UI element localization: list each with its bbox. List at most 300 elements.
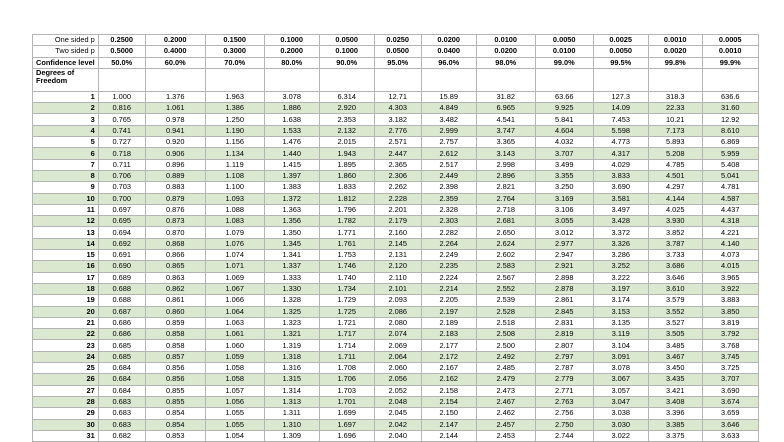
value-cell[interactable]: 2.718 <box>476 204 535 215</box>
df-cell[interactable]: 25 <box>33 363 99 374</box>
one-sided-p-cell[interactable]: 0.0100 <box>476 35 535 46</box>
value-cell[interactable]: 2.567 <box>476 272 535 283</box>
value-cell[interactable]: 3.690 <box>702 385 758 396</box>
value-cell[interactable]: 1.315 <box>264 374 319 385</box>
value-cell[interactable]: 2.160 <box>374 227 421 238</box>
value-cell[interactable]: 0.694 <box>98 227 145 238</box>
df-cell[interactable]: 12 <box>33 216 99 227</box>
df-cell[interactable]: 20 <box>33 306 99 317</box>
value-cell[interactable]: 2.162 <box>421 374 476 385</box>
value-cell[interactable]: 5.208 <box>648 148 702 159</box>
df-cell[interactable]: 31 <box>33 430 99 441</box>
df-cell[interactable]: 16 <box>33 261 99 272</box>
value-cell[interactable]: 1.067 <box>205 283 264 294</box>
df-cell[interactable]: 18 <box>33 283 99 294</box>
value-cell[interactable]: 5.893 <box>648 137 702 148</box>
one-sided-p-cell[interactable]: 0.0050 <box>535 35 593 46</box>
value-cell[interactable]: 1.058 <box>205 374 264 385</box>
value-cell[interactable]: 1.350 <box>264 227 319 238</box>
value-cell[interactable]: 2.069 <box>374 340 421 351</box>
value-cell[interactable]: 3.646 <box>702 419 758 430</box>
confidence-level-cell[interactable]: 95.0% <box>374 57 421 68</box>
value-cell[interactable]: 0.686 <box>98 317 145 328</box>
value-cell[interactable]: 1.318 <box>264 351 319 362</box>
value-cell[interactable]: 2.093 <box>374 295 421 306</box>
value-cell[interactable]: 2.353 <box>319 114 374 125</box>
value-cell[interactable]: 6.314 <box>319 91 374 102</box>
value-cell[interactable]: 2.264 <box>421 238 476 249</box>
empty-cell[interactable] <box>319 68 374 91</box>
value-cell[interactable]: 2.110 <box>374 272 421 283</box>
value-cell[interactable]: 1.313 <box>264 396 319 407</box>
value-cell[interactable]: 1.699 <box>319 408 374 419</box>
value-cell[interactable]: 1.771 <box>319 227 374 238</box>
value-cell[interactable]: 3.686 <box>648 261 702 272</box>
value-cell[interactable]: 3.286 <box>593 250 648 261</box>
value-cell[interactable]: 2.365 <box>374 159 421 170</box>
confidence-level-cell[interactable]: 99.8% <box>648 57 702 68</box>
value-cell[interactable]: 1.812 <box>319 193 374 204</box>
value-cell[interactable]: 1.054 <box>205 430 264 441</box>
value-cell[interactable]: 1.323 <box>264 317 319 328</box>
confidence-level-cell[interactable]: 99.9% <box>702 57 758 68</box>
value-cell[interactable]: 2.177 <box>421 340 476 351</box>
value-cell[interactable]: 14.09 <box>593 103 648 114</box>
value-cell[interactable]: 2.144 <box>421 430 476 441</box>
value-cell[interactable]: 0.683 <box>98 408 145 419</box>
value-cell[interactable]: 3.833 <box>593 170 648 181</box>
value-cell[interactable]: 0.684 <box>98 363 145 374</box>
value-cell[interactable]: 2.744 <box>535 430 593 441</box>
value-cell[interactable]: 4.297 <box>648 182 702 193</box>
empty-cell[interactable] <box>702 68 758 91</box>
value-cell[interactable]: 1.156 <box>205 137 264 148</box>
value-cell[interactable]: 4.604 <box>535 125 593 136</box>
value-cell[interactable]: 1.059 <box>205 351 264 362</box>
value-cell[interactable]: 3.768 <box>702 340 758 351</box>
value-cell[interactable]: 1.337 <box>264 261 319 272</box>
df-cell[interactable]: 13 <box>33 227 99 238</box>
value-cell[interactable]: 1.190 <box>205 125 264 136</box>
value-cell[interactable]: 6.965 <box>476 103 535 114</box>
value-cell[interactable]: 2.179 <box>374 216 421 227</box>
df-cell[interactable]: 5 <box>33 137 99 148</box>
value-cell[interactable]: 3.030 <box>593 419 648 430</box>
value-cell[interactable]: 2.473 <box>476 385 535 396</box>
value-cell[interactable]: 1.721 <box>319 317 374 328</box>
value-cell[interactable]: 1.345 <box>264 238 319 249</box>
value-cell[interactable]: 3.385 <box>648 419 702 430</box>
value-cell[interactable]: 2.771 <box>535 385 593 396</box>
df-cell[interactable]: 3 <box>33 114 99 125</box>
value-cell[interactable]: 3.169 <box>535 193 593 204</box>
value-cell[interactable]: 5.841 <box>535 114 593 125</box>
value-cell[interactable]: 3.690 <box>593 182 648 193</box>
value-cell[interactable]: 1.100 <box>205 182 264 193</box>
value-cell[interactable]: 3.850 <box>702 306 758 317</box>
value-cell[interactable]: 1.746 <box>319 261 374 272</box>
value-cell[interactable]: 1.119 <box>205 159 264 170</box>
value-cell[interactable]: 0.879 <box>145 193 205 204</box>
value-cell[interactable]: 1.761 <box>319 238 374 249</box>
two-sided-p-cell[interactable]: 0.3000 <box>205 46 264 57</box>
value-cell[interactable]: 0.858 <box>145 329 205 340</box>
value-cell[interactable]: 1.321 <box>264 329 319 340</box>
value-cell[interactable]: 1.076 <box>205 238 264 249</box>
value-cell[interactable]: 0.688 <box>98 295 145 306</box>
confidence-level-label[interactable]: Confidence level <box>33 57 99 68</box>
value-cell[interactable]: 0.711 <box>98 159 145 170</box>
value-cell[interactable]: 0.883 <box>145 182 205 193</box>
value-cell[interactable]: 0.854 <box>145 408 205 419</box>
value-cell[interactable]: 2.896 <box>476 170 535 181</box>
value-cell[interactable]: 1.476 <box>264 137 319 148</box>
value-cell[interactable]: 2.763 <box>535 396 593 407</box>
empty-cell[interactable] <box>535 68 593 91</box>
value-cell[interactable]: 2.492 <box>476 351 535 362</box>
df-cell[interactable]: 6 <box>33 148 99 159</box>
value-cell[interactable]: 0.687 <box>98 306 145 317</box>
value-cell[interactable]: 1.060 <box>205 340 264 351</box>
value-cell[interactable]: 0.683 <box>98 396 145 407</box>
value-cell[interactable]: 2.183 <box>421 329 476 340</box>
value-cell[interactable]: 3.467 <box>648 351 702 362</box>
df-cell[interactable]: 30 <box>33 419 99 430</box>
value-cell[interactable]: 2.467 <box>476 396 535 407</box>
one-sided-p-label[interactable]: One sided p <box>33 35 99 46</box>
value-cell[interactable]: 0.718 <box>98 148 145 159</box>
value-cell[interactable]: 3.408 <box>648 396 702 407</box>
value-cell[interactable]: 2.552 <box>476 283 535 294</box>
value-cell[interactable]: 4.073 <box>702 250 758 261</box>
value-cell[interactable]: 1.074 <box>205 250 264 261</box>
one-sided-p-cell[interactable]: 0.2500 <box>98 35 145 46</box>
empty-cell[interactable] <box>593 68 648 91</box>
value-cell[interactable]: 3.499 <box>535 159 593 170</box>
value-cell[interactable]: 4.140 <box>702 238 758 249</box>
value-cell[interactable]: 3.922 <box>702 283 758 294</box>
two-sided-p-cell[interactable]: 0.0400 <box>421 46 476 57</box>
value-cell[interactable]: 0.700 <box>98 193 145 204</box>
df-cell[interactable]: 1 <box>33 91 99 102</box>
value-cell[interactable]: 63.66 <box>535 91 593 102</box>
value-cell[interactable]: 0.855 <box>145 385 205 396</box>
value-cell[interactable]: 1.316 <box>264 363 319 374</box>
value-cell[interactable]: 9.925 <box>535 103 593 114</box>
value-cell[interactable]: 1.069 <box>205 272 264 283</box>
df-cell[interactable]: 4 <box>33 125 99 136</box>
value-cell[interactable]: 0.861 <box>145 295 205 306</box>
one-sided-p-cell[interactable]: 0.1000 <box>264 35 319 46</box>
value-cell[interactable]: 1.701 <box>319 396 374 407</box>
value-cell[interactable]: 4.029 <box>593 159 648 170</box>
value-cell[interactable]: 1.319 <box>264 340 319 351</box>
value-cell[interactable]: 3.326 <box>593 238 648 249</box>
value-cell[interactable]: 0.859 <box>145 317 205 328</box>
value-cell[interactable]: 2.074 <box>374 329 421 340</box>
value-cell[interactable]: 3.135 <box>593 317 648 328</box>
value-cell[interactable]: 0.683 <box>98 419 145 430</box>
value-cell[interactable]: 3.055 <box>535 216 593 227</box>
value-cell[interactable]: 1.943 <box>319 148 374 159</box>
value-cell[interactable]: 0.685 <box>98 340 145 351</box>
value-cell[interactable]: 12.71 <box>374 91 421 102</box>
value-cell[interactable]: 0.906 <box>145 148 205 159</box>
value-cell[interactable]: 2.485 <box>476 363 535 374</box>
value-cell[interactable]: 5.041 <box>702 170 758 181</box>
value-cell[interactable]: 1.706 <box>319 374 374 385</box>
value-cell[interactable]: 2.479 <box>476 374 535 385</box>
value-cell[interactable]: 4.032 <box>535 137 593 148</box>
df-cell[interactable]: 21 <box>33 317 99 328</box>
value-cell[interactable]: 1.325 <box>264 306 319 317</box>
value-cell[interactable]: 1.895 <box>319 159 374 170</box>
value-cell[interactable]: 0.682 <box>98 430 145 441</box>
value-cell[interactable]: 3.579 <box>648 295 702 306</box>
value-cell[interactable]: 3.091 <box>593 351 648 362</box>
value-cell[interactable]: 1.333 <box>264 272 319 283</box>
value-cell[interactable]: 6.869 <box>702 137 758 148</box>
value-cell[interactable]: 0.703 <box>98 182 145 193</box>
value-cell[interactable]: 0.876 <box>145 204 205 215</box>
value-cell[interactable]: 2.447 <box>374 148 421 159</box>
value-cell[interactable]: 1.638 <box>264 114 319 125</box>
value-cell[interactable]: 1.088 <box>205 204 264 215</box>
value-cell[interactable]: 1.056 <box>205 396 264 407</box>
value-cell[interactable]: 2.120 <box>374 261 421 272</box>
value-cell[interactable]: 4.303 <box>374 103 421 114</box>
value-cell[interactable]: 31.60 <box>702 103 758 114</box>
value-cell[interactable]: 3.505 <box>648 329 702 340</box>
value-cell[interactable]: 3.106 <box>535 204 593 215</box>
two-sided-p-cell[interactable]: 0.0010 <box>702 46 758 57</box>
value-cell[interactable]: 1.356 <box>264 216 319 227</box>
value-cell[interactable]: 3.250 <box>535 182 593 193</box>
degrees-of-freedom-label[interactable]: Degrees of Freedom <box>33 68 99 91</box>
value-cell[interactable]: 2.224 <box>421 272 476 283</box>
value-cell[interactable]: 5.959 <box>702 148 758 159</box>
value-cell[interactable]: 4.221 <box>702 227 758 238</box>
value-cell[interactable]: 4.015 <box>702 261 758 272</box>
value-cell[interactable]: 1.372 <box>264 193 319 204</box>
value-cell[interactable]: 2.052 <box>374 385 421 396</box>
df-cell[interactable]: 10 <box>33 193 99 204</box>
value-cell[interactable]: 4.501 <box>648 170 702 181</box>
two-sided-p-cell[interactable]: 0.0500 <box>374 46 421 57</box>
value-cell[interactable]: 0.690 <box>98 261 145 272</box>
value-cell[interactable]: 3.396 <box>648 408 702 419</box>
value-cell[interactable]: 0.686 <box>98 329 145 340</box>
value-cell[interactable]: 318.3 <box>648 91 702 102</box>
value-cell[interactable]: 2.861 <box>535 295 593 306</box>
value-cell[interactable]: 2.040 <box>374 430 421 441</box>
value-cell[interactable]: 1.533 <box>264 125 319 136</box>
df-cell[interactable]: 19 <box>33 295 99 306</box>
value-cell[interactable]: 0.691 <box>98 250 145 261</box>
value-cell[interactable]: 2.449 <box>421 170 476 181</box>
value-cell[interactable]: 2.398 <box>421 182 476 193</box>
two-sided-p-cell[interactable]: 0.1000 <box>319 46 374 57</box>
value-cell[interactable]: 5.598 <box>593 125 648 136</box>
value-cell[interactable]: 2.977 <box>535 238 593 249</box>
value-cell[interactable]: 2.624 <box>476 238 535 249</box>
value-cell[interactable]: 0.865 <box>145 261 205 272</box>
confidence-level-cell[interactable]: 80.0% <box>264 57 319 68</box>
value-cell[interactable]: 4.785 <box>648 159 702 170</box>
two-sided-p-cell[interactable]: 0.4000 <box>145 46 205 57</box>
value-cell[interactable]: 3.355 <box>535 170 593 181</box>
value-cell[interactable]: 0.684 <box>98 374 145 385</box>
value-cell[interactable]: 0.862 <box>145 283 205 294</box>
value-cell[interactable]: 3.143 <box>476 148 535 159</box>
confidence-level-cell[interactable]: 60.0% <box>145 57 205 68</box>
value-cell[interactable]: 2.150 <box>421 408 476 419</box>
df-cell[interactable]: 29 <box>33 408 99 419</box>
value-cell[interactable]: 2.756 <box>535 408 593 419</box>
value-cell[interactable]: 31.82 <box>476 91 535 102</box>
value-cell[interactable]: 3.222 <box>593 272 648 283</box>
value-cell[interactable]: 3.067 <box>593 374 648 385</box>
two-sided-p-cell[interactable]: 0.2000 <box>264 46 319 57</box>
df-cell[interactable]: 8 <box>33 170 99 181</box>
value-cell[interactable]: 0.684 <box>98 385 145 396</box>
df-cell[interactable]: 9 <box>33 182 99 193</box>
value-cell[interactable]: 2.517 <box>421 159 476 170</box>
value-cell[interactable]: 2.228 <box>374 193 421 204</box>
value-cell[interactable]: 5.408 <box>702 159 758 170</box>
value-cell[interactable]: 2.999 <box>421 125 476 136</box>
one-sided-p-cell[interactable]: 0.0200 <box>421 35 476 46</box>
value-cell[interactable]: 2.750 <box>535 419 593 430</box>
value-cell[interactable]: 2.189 <box>421 317 476 328</box>
value-cell[interactable]: 0.855 <box>145 396 205 407</box>
value-cell[interactable]: 2.650 <box>476 227 535 238</box>
value-cell[interactable]: 3.674 <box>702 396 758 407</box>
value-cell[interactable]: 1.000 <box>98 91 145 102</box>
value-cell[interactable]: 1.711 <box>319 351 374 362</box>
value-cell[interactable]: 2.878 <box>535 283 593 294</box>
value-cell[interactable]: 1.734 <box>319 283 374 294</box>
value-cell[interactable]: 3.725 <box>702 363 758 374</box>
value-cell[interactable]: 1.083 <box>205 216 264 227</box>
confidence-level-cell[interactable]: 90.0% <box>319 57 374 68</box>
value-cell[interactable]: 2.845 <box>535 306 593 317</box>
value-cell[interactable]: 3.610 <box>648 283 702 294</box>
value-cell[interactable]: 10.21 <box>648 114 702 125</box>
value-cell[interactable]: 3.428 <box>593 216 648 227</box>
value-cell[interactable]: 7.453 <box>593 114 648 125</box>
value-cell[interactable]: 2.086 <box>374 306 421 317</box>
value-cell[interactable]: 2.080 <box>374 317 421 328</box>
value-cell[interactable]: 2.235 <box>421 261 476 272</box>
value-cell[interactable]: 2.462 <box>476 408 535 419</box>
value-cell[interactable]: 3.197 <box>593 283 648 294</box>
value-cell[interactable]: 1.330 <box>264 283 319 294</box>
value-cell[interactable]: 2.262 <box>374 182 421 193</box>
value-cell[interactable]: 2.201 <box>374 204 421 215</box>
value-cell[interactable]: 2.998 <box>476 159 535 170</box>
value-cell[interactable]: 2.205 <box>421 295 476 306</box>
value-cell[interactable]: 2.197 <box>421 306 476 317</box>
value-cell[interactable]: 1.311 <box>264 408 319 419</box>
value-cell[interactable]: 3.174 <box>593 295 648 306</box>
value-cell[interactable]: 0.866 <box>145 250 205 261</box>
one-sided-p-cell[interactable]: 0.0010 <box>648 35 702 46</box>
value-cell[interactable]: 1.309 <box>264 430 319 441</box>
value-cell[interactable]: 0.873 <box>145 216 205 227</box>
value-cell[interactable]: 1.963 <box>205 91 264 102</box>
value-cell[interactable]: 1.708 <box>319 363 374 374</box>
value-cell[interactable]: 1.796 <box>319 204 374 215</box>
value-cell[interactable]: 3.435 <box>648 374 702 385</box>
df-cell[interactable]: 28 <box>33 396 99 407</box>
value-cell[interactable]: 2.015 <box>319 137 374 148</box>
value-cell[interactable]: 1.714 <box>319 340 374 351</box>
value-cell[interactable]: 4.541 <box>476 114 535 125</box>
value-cell[interactable]: 0.863 <box>145 272 205 283</box>
value-cell[interactable]: 3.633 <box>702 430 758 441</box>
value-cell[interactable]: 7.173 <box>648 125 702 136</box>
value-cell[interactable]: 1.328 <box>264 295 319 306</box>
value-cell[interactable]: 2.214 <box>421 283 476 294</box>
value-cell[interactable]: 2.154 <box>421 396 476 407</box>
value-cell[interactable]: 1.697 <box>319 419 374 430</box>
value-cell[interactable]: 2.920 <box>319 103 374 114</box>
value-cell[interactable]: 2.045 <box>374 408 421 419</box>
value-cell[interactable]: 1.055 <box>205 419 264 430</box>
value-cell[interactable]: 2.249 <box>421 250 476 261</box>
one-sided-p-cell[interactable]: 0.0005 <box>702 35 758 46</box>
value-cell[interactable]: 2.453 <box>476 430 535 441</box>
value-cell[interactable]: 2.131 <box>374 250 421 261</box>
value-cell[interactable]: 0.692 <box>98 238 145 249</box>
value-cell[interactable]: 1.717 <box>319 329 374 340</box>
value-cell[interactable]: 0.685 <box>98 351 145 362</box>
value-cell[interactable]: 0.741 <box>98 125 145 136</box>
df-cell[interactable]: 17 <box>33 272 99 283</box>
value-cell[interactable]: 0.854 <box>145 419 205 430</box>
value-cell[interactable]: 0.856 <box>145 374 205 385</box>
value-cell[interactable]: 1.061 <box>205 329 264 340</box>
value-cell[interactable]: 2.779 <box>535 374 593 385</box>
two-sided-p-cell[interactable]: 0.5000 <box>98 46 145 57</box>
value-cell[interactable]: 3.733 <box>648 250 702 261</box>
value-cell[interactable]: 1.341 <box>264 250 319 261</box>
value-cell[interactable]: 1.310 <box>264 419 319 430</box>
value-cell[interactable]: 3.883 <box>702 295 758 306</box>
value-cell[interactable]: 3.421 <box>648 385 702 396</box>
value-cell[interactable]: 636.6 <box>702 91 758 102</box>
df-cell[interactable]: 2 <box>33 103 99 114</box>
value-cell[interactable]: 0.857 <box>145 351 205 362</box>
value-cell[interactable]: 1.058 <box>205 363 264 374</box>
value-cell[interactable]: 1.725 <box>319 306 374 317</box>
value-cell[interactable]: 1.740 <box>319 272 374 283</box>
value-cell[interactable]: 1.753 <box>319 250 374 261</box>
value-cell[interactable]: 0.727 <box>98 137 145 148</box>
one-sided-p-cell[interactable]: 0.0250 <box>374 35 421 46</box>
value-cell[interactable]: 1.057 <box>205 385 264 396</box>
value-cell[interactable]: 1.383 <box>264 182 319 193</box>
value-cell[interactable]: 3.581 <box>593 193 648 204</box>
value-cell[interactable]: 2.787 <box>535 363 593 374</box>
value-cell[interactable]: 1.250 <box>205 114 264 125</box>
value-cell[interactable]: 4.318 <box>702 216 758 227</box>
value-cell[interactable]: 0.870 <box>145 227 205 238</box>
value-cell[interactable]: 1.782 <box>319 216 374 227</box>
value-cell[interactable]: 1.703 <box>319 385 374 396</box>
value-cell[interactable]: 0.896 <box>145 159 205 170</box>
